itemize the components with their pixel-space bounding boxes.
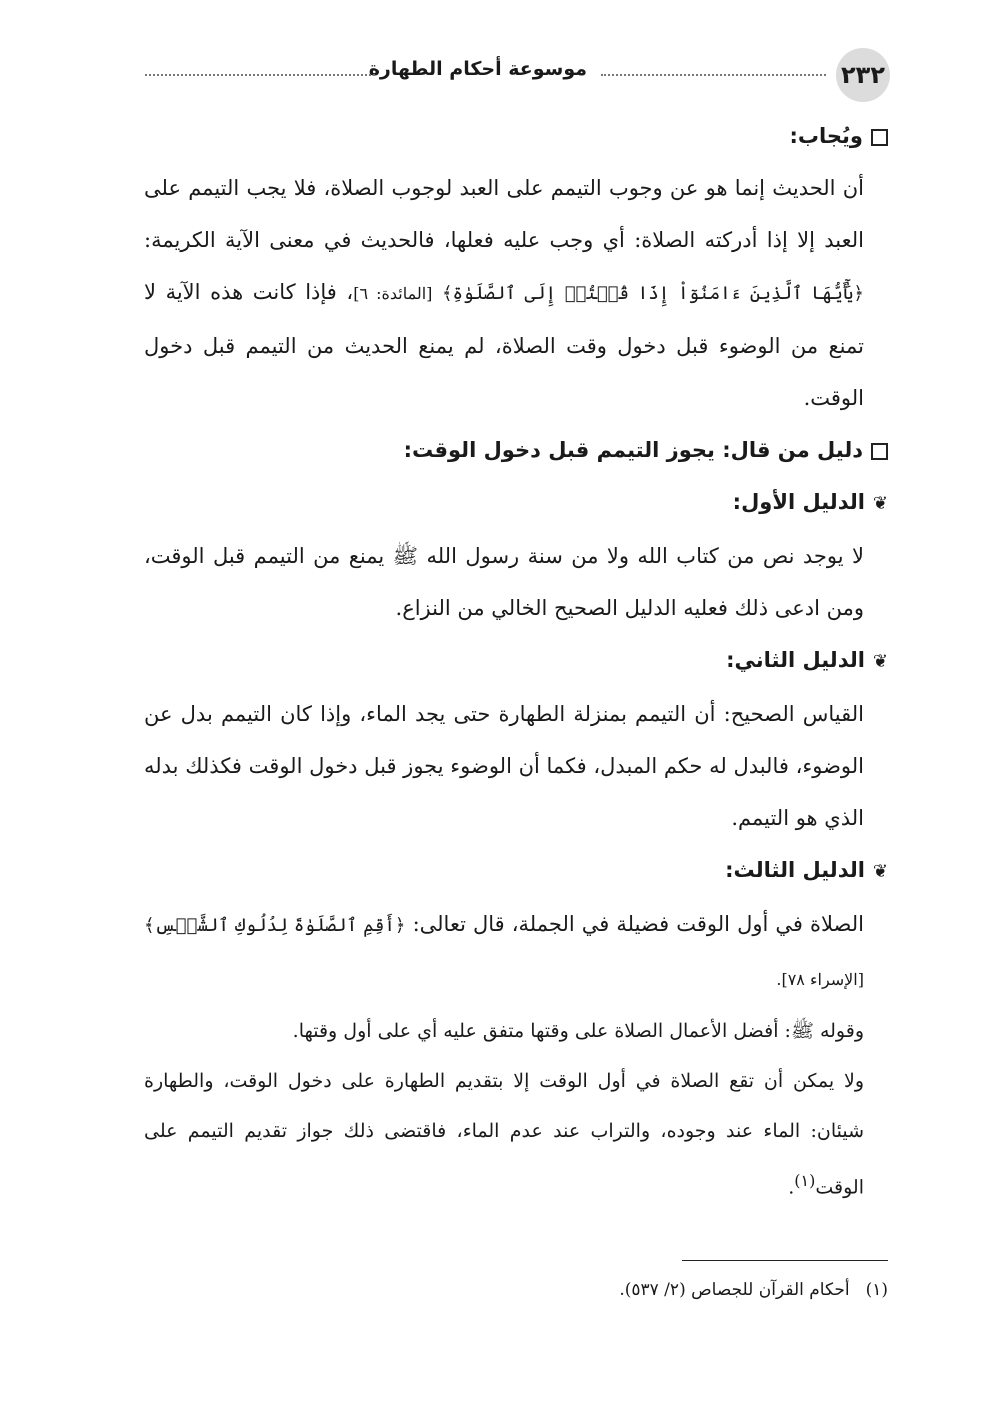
main-text [144,110,888,1212]
page-header [145,46,890,102]
leaf-bullet-icon: ❦ [872,651,888,672]
quran-verse: ﴿أَقِمِ ٱلصَّلَوٰةَ لِدُلُوكِ ٱلشَّمۡسِ﴾ [144,915,406,936]
paragraph: القياس الصحيح: أن التيمم بمنزلة الطهارة حتى يجد الماء، وإذا كان التيمم بدل عن الوضوء، فالبدل له حكم المبدل، فكما أن الوضوء يجوز قبل دخول الوقت فكذلك بدله الذي هو التيمم. [144,702,864,830]
leaf-bullet-icon: ❦ [872,861,888,882]
leaf-bullet-icon: ❦ [872,493,888,514]
book-title: موسوعة أحكام الطهارة [361,58,595,80]
footnote-number: (١) [865,1280,888,1300]
heading-answer: ويُجاب: [144,110,888,162]
verse-reference: [المائدة: ٦] [353,284,433,303]
heading-first-evidence: ❦الدليل الأول: [144,476,888,530]
verse-reference: [الإسراء ٧٨]. [776,970,864,989]
quran-verse: ﴿يَٰٓأَيُّهَا ٱلَّذِينَ ءَامَنُوٓاْ إِذَا قُمۡتُمۡ إِلَى ٱلصَّلَوٰةِ﴾ [441,283,864,304]
footnote-text: أحكام القرآن للجصاص (٢/ ٥٣٧). [619,1280,850,1300]
checkbox-bullet-icon [871,129,888,146]
footnote-separator [682,1260,888,1261]
header-divider-right [601,74,826,76]
heading-evidence: دليل من قال: يجوز التيمم قبل دخول الوقت: [144,424,888,476]
page-number: ٢٣٢ [836,48,890,102]
header-divider-left [145,74,375,76]
paragraph: الصلاة في أول الوقت فضيلة في الجملة، قال تعالى: ﴿أَقِمِ ٱلصَّلَوٰةَ لِدُلُوكِ ٱلشَّمۡسِ﴾ [الإسراء ٧٨]. [144,912,864,989]
footnote-marker: (١) [794,1171,816,1190]
paragraph: وقوله ﷺ: أفضل الأعمال الصلاة على وقتها متفق عليه أي على أول وقتها. [292,1020,864,1042]
paragraph: لا يوجد نص من كتاب الله ولا من سنة رسول الله ﷺ يمنع من التيمم قبل الوقت، ومن ادعى ذلك فعليه الدليل الصحيح الخالي من النزاع. [144,544,864,620]
paragraph: ولا يمكن أن تقع الصلاة في أول الوقت إلا بتقديم الطهارة على دخول الوقت، والطهارة شيئان: الماء عند وجوده، والتراب عند عدم الماء، فاقتضى ذلك جواز تقديم التيمم على الوقت$^{(١)}$. [144,1070,864,1199]
checkbox-bullet-icon [871,443,888,460]
footnote [144,1272,888,1308]
paragraph: أن الحديث إنما هو عن وجوب التيمم على العبد لوجوب الصلاة، فلا يجب التيمم على العبد إلا إذا أدركته الصلاة: أي وجب عليه فعلها، فالحديث في معنى الآية الكريمة: ﴿يَٰٓأَيُّهَا ٱلَّذِينَ ءَامَنُوٓاْ إِذَا قُمۡتُمۡ إِلَى ٱلصَّلَوٰةِ﴾ [المائدة: ٦]، فإذا كانت هذه الآية لا تمنع من الوضوء قبل دخول وقت الصلاة، لم يمنع الحديث من التيمم قبل دخول الوقت. [144,176,864,410]
heading-second-evidence: ❦الدليل الثاني: [144,634,888,688]
heading-third-evidence: ❦الدليل الثالث: [144,844,888,898]
